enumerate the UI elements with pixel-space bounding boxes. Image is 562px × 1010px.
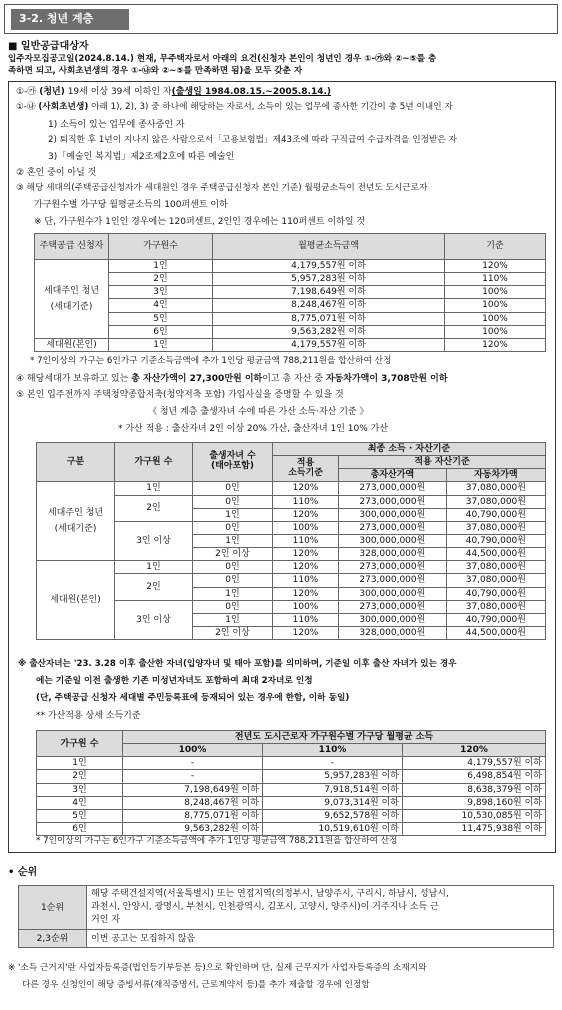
bottom-note-line-2: 다른 경우 신청인이 해당 증빙서류(재직증명서, 근로계약서 등)를 추가 제출할 경우에 인정함 [22, 980, 370, 990]
ranking-title: • 순위 [8, 867, 38, 878]
table-cell: 110% [273, 495, 339, 508]
table-cell: 37,080,000원 [446, 574, 545, 587]
table-cell: 120% [445, 260, 546, 273]
table-cell: 100% [445, 299, 546, 312]
income-detail-table [36, 730, 546, 836]
table-cell: 273,000,000원 [339, 574, 447, 587]
asset-table-group-label: 세대주인 청년 (세대기준) [37, 482, 115, 561]
table-row [37, 822, 546, 835]
table-row [37, 809, 546, 822]
table-cell: 328,000,000원 [339, 548, 447, 561]
income-table-group-label: 세대주인 청년 (세대기준) [35, 260, 109, 339]
table-cell: 1인 [193, 534, 273, 547]
table-cell: 5인 [37, 809, 123, 822]
asset-table-header-total-asset: 총자산가액 [339, 469, 447, 482]
ranking-first-label: 1순위 [19, 886, 87, 930]
income-detail-header-110: 110% [263, 744, 403, 757]
asset-table-header-members: 가구원 수 [115, 443, 193, 482]
criterion-income-line-1: ③ 해당 세대의(주택공급신청자가 세대원인 경우 주택공급신청자 본인 기준) 월평균소득이 전년도 도시근로자 [16, 183, 428, 193]
table-cell: 3인 [109, 286, 213, 299]
table-cell: 273,000,000원 [339, 495, 447, 508]
children-note-detail: ** 가산적용 상세 소득기준 [36, 711, 141, 721]
income-detail-header-120: 120% [403, 744, 546, 757]
newcomer-item-3: 3)「예술인 복지법」제2조제2호에 따른 예술인 [48, 152, 235, 162]
table-cell: - [263, 757, 403, 770]
table-cell: 3인 [37, 783, 123, 796]
table-cell: 120% [273, 587, 339, 600]
table-cell: 8,248,467원 이하 [213, 299, 445, 312]
table-cell: 4,179,557원 이하 [403, 757, 546, 770]
ranking-second-label: 2,3순위 [19, 930, 87, 948]
criterion-youth-label: (청년) [39, 87, 65, 97]
table-cell: 9,563,282원 이하 [123, 822, 263, 835]
criterion-savings: ⑤ 본인 입주전까지 주택청약종합저축(청약저축 포함) 가입사실을 증명할 수 있을 것 [16, 390, 344, 400]
criterion-youth-prefix: ①-㉮ [16, 87, 37, 97]
criterion-youth [16, 86, 331, 98]
table-cell: 9,073,314원 이하 [263, 796, 403, 809]
table-cell: 10,519,610원 이하 [263, 822, 403, 835]
table-cell: 40,790,000원 [446, 508, 545, 521]
table-cell: 9,563,282원 이하 [213, 325, 445, 338]
table-cell: 7,198,649원 이하 [123, 783, 263, 796]
table-row [35, 312, 546, 325]
table-cell: 6인 [37, 822, 123, 835]
income-detail-header-row-1 [37, 731, 546, 744]
income-table-header-applicant: 주택공급 신청자 [35, 234, 109, 260]
table-cell: 4,179,557원 이하 [213, 338, 445, 351]
table-cell: 7,198,649원 이하 [213, 286, 445, 299]
table-cell: 5,957,283원 이하 [213, 273, 445, 286]
children-note-line-2: 에는 기준일 이전 출생한 기존 미성년자녀도 포함하여 최대 2자녀로 인정 [36, 676, 313, 686]
table-cell: 37,080,000원 [446, 600, 545, 613]
table-cell: 4인 [109, 299, 213, 312]
table-row [19, 886, 554, 930]
income-table-header-members: 가구원수 [109, 234, 213, 260]
table-row [37, 757, 546, 770]
table-cell: 1인 [193, 613, 273, 626]
table-cell: 40,790,000원 [446, 613, 545, 626]
table-row [35, 325, 546, 338]
table-row [37, 796, 546, 809]
table2-caption: 《 청년 계층 출생자녀 수에 따른 가산 소득·자산 기준 》 [148, 407, 369, 417]
table-cell: 37,080,000원 [446, 521, 545, 534]
table-cell: 0인 [193, 495, 273, 508]
table-cell: 10,530,085원 이하 [403, 809, 546, 822]
table-cell: 110% [273, 534, 339, 547]
income-detail-header-main: 전년도 도시근로자 가구원수별 가구당 월평균 소득 [123, 731, 546, 744]
table-row [37, 561, 546, 574]
table-cell: 37,080,000원 [446, 561, 545, 574]
asset-table-header-car: 자동차가액 [446, 469, 545, 482]
table-cell: 40,790,000원 [446, 587, 545, 600]
asset-table-header-category: 구분 [37, 443, 115, 482]
table-cell: 2인 이상 [193, 548, 273, 561]
table-cell: 120% [273, 482, 339, 495]
table-cell: 3인 이상 [115, 521, 193, 560]
table-cell: 6,498,854원 이하 [403, 770, 546, 783]
table-cell: 6인 [109, 325, 213, 338]
table-cell: 100% [445, 312, 546, 325]
ranking-table [18, 885, 554, 948]
table-row [37, 783, 546, 796]
table-cell: 328,000,000원 [339, 626, 447, 639]
criterion-youth-text: 19세 이상 39세 이하인 자 [67, 87, 172, 97]
table-cell: 273,000,000원 [339, 561, 447, 574]
criterion-assets [16, 373, 448, 385]
criterion-assets-total: 총 자산가액이 27,300만원 이하 [131, 374, 263, 384]
table-cell: 5,957,283원 이하 [263, 770, 403, 783]
income-table-footnote: * 7인이상의 가구는 6인가구 기준소득금액에 추가 1인당 평균금액 788,211원을 합산하여 산정 [30, 356, 392, 366]
bottom-note-line-1: ※ '소득 근거지'란 사업자등록증(법인등기부등본 등)으로 확인하며 단, 실제 근무지가 사업자등록증의 소재지와 [8, 963, 427, 973]
subsection-title: ■ 일반공급대상자 [8, 41, 89, 52]
table-cell: 8,638,379원 이하 [403, 783, 546, 796]
table-row [35, 286, 546, 299]
table-cell: 1인 [109, 338, 213, 351]
table-cell: 9,898,160원 이하 [403, 796, 546, 809]
table-cell: 9,652,578원 이하 [263, 809, 403, 822]
asset-table [36, 442, 546, 640]
criterion-youth-dob: (출생일 1984.08.15.~2005.8.14.) [171, 87, 332, 97]
intro-line-2: 족하면 되고, 사회초년생의 경우 ①-㉯와 ②~⑤를 만족하면 됨)을 모두 갖춘 자 [8, 66, 303, 76]
table-cell: 120% [273, 508, 339, 521]
table-cell: 2인 [115, 574, 193, 600]
table-cell: 0인 [193, 600, 273, 613]
table-cell: 7,918,514원 이하 [263, 783, 403, 796]
criterion-newcomer-text: 아래 1), 2), 3) 중 하나에 해당하는 자로서, 소득이 있는 업무에 종사한 기간이 총 5년 이내인 자 [91, 102, 453, 112]
criterion-income-line-2: 가구원수별 가구당 월평균소득의 100퍼센트 이하 [34, 200, 228, 210]
table-cell: 2인 [115, 495, 193, 521]
table-cell: 0인 [193, 482, 273, 495]
table-cell: 100% [445, 286, 546, 299]
table-cell: 110% [273, 613, 339, 626]
section-header [4, 4, 558, 34]
table-cell: 273,000,000원 [339, 482, 447, 495]
intro-line-1: 입주자모집공고일(2024.8.14.) 현재, 무주택자로서 아래의 요건(신청자 본인이 청년인 경우 ①-㉮와 ②~⑤를 충 [8, 54, 437, 64]
table-cell: 100% [273, 600, 339, 613]
table-row [35, 299, 546, 312]
table-cell: 44,500,000원 [446, 626, 545, 639]
income-detail-footnote: * 7인이상의 가구는 6인가구 기준소득금액에 추가 1인당 평균금액 788,211원을 합산하여 산정 [36, 836, 398, 846]
table-cell: 120% [273, 561, 339, 574]
asset-table-header-assets: 적용 자산기준 [339, 456, 546, 469]
table-cell: - [123, 770, 263, 783]
table-cell: 세대원(본인) [35, 338, 109, 351]
ranking-first-text [87, 886, 554, 930]
table-cell: 1인 [109, 260, 213, 273]
income-table [34, 233, 546, 352]
income-detail-header-members: 가구원 수 [37, 731, 123, 757]
table-row [37, 770, 546, 783]
income-detail-header-100: 100% [123, 744, 263, 757]
newcomer-item-1: 1) 소득이 있는 업무에 종사중인 자 [48, 120, 185, 130]
table-cell: 300,000,000원 [339, 613, 447, 626]
table-cell: 110% [445, 273, 546, 286]
ranking-first-line-1: 해당 주택건설지역(서울특별시) 또는 연접지역(의정부시, 남양주시, 구리시, 하남시, 성남시, [91, 889, 449, 899]
asset-table-header-final: 최종 소득 · 자산기준 [273, 443, 546, 456]
asset-table-header-row-1 [37, 443, 546, 456]
table-cell: 1인 [115, 482, 193, 495]
criterion-income-note: ※ 단, 가구원수가 1인인 경우에는 120퍼센트, 2인인 경우에는 110퍼센트 이하일 것 [34, 217, 366, 227]
table-cell: 100% [273, 521, 339, 534]
table-cell: 120% [445, 338, 546, 351]
table-cell: 40,790,000원 [446, 534, 545, 547]
criterion-newcomer [16, 102, 453, 114]
table-cell: 100% [445, 325, 546, 338]
table-cell: 8,775,071원 이하 [213, 312, 445, 325]
table-cell: 300,000,000원 [339, 587, 447, 600]
table-row [35, 260, 546, 273]
table-cell: - [123, 757, 263, 770]
table-cell: 0인 [193, 561, 273, 574]
criterion-assets-prefix: ④ 해당세대가 보유하고 있는 [16, 374, 132, 384]
table-cell: 1인 [193, 508, 273, 521]
criterion-unmarried: ② 혼인 중이 아닐 것 [16, 168, 97, 178]
table-cell: 8,248,467원 이하 [123, 796, 263, 809]
table-cell: 4,179,557원 이하 [213, 260, 445, 273]
income-table-header-standard: 기준 [445, 234, 546, 260]
table-cell: 1인 [193, 587, 273, 600]
table-cell: 2인 이상 [193, 626, 273, 639]
table-cell: 273,000,000원 [339, 600, 447, 613]
table-cell: 5인 [109, 312, 213, 325]
newcomer-item-2: 2) 퇴직한 후 1년이 지나지 않은 사람으로서「고용보험법」제43조에 따라 구직급여 수급자격을 인정받은 자 [48, 135, 457, 145]
asset-table-group-label: 세대원(본인) [37, 561, 115, 640]
criterion-assets-car: 자동차가액이 3,708만원 이하 [325, 374, 448, 384]
table-cell: 2인 [37, 770, 123, 783]
table2-subcaption: * 가산 적용 : 출산자녀 2인 이상 20% 가산, 출산자녀 1인 10% 가산 [118, 424, 389, 434]
table-cell: 300,000,000원 [339, 508, 447, 521]
table-cell: 1인 [115, 561, 193, 574]
table-cell: 110% [273, 574, 339, 587]
table-cell: 37,080,000원 [446, 482, 545, 495]
table-cell: 3인 이상 [115, 600, 193, 639]
table-cell: 120% [273, 548, 339, 561]
criterion-assets-mid: 이고 총 자산 중 [262, 374, 326, 384]
children-note-line-3: (단, 주택공급 신청자 세대별 주민등록표에 등재되어 있는 경우에 한함, 이하 동일) [36, 693, 350, 703]
ranking-second-text: 이번 공고는 모집하지 않음 [87, 930, 554, 948]
ranking-first-line-3: 거인 자 [91, 915, 120, 926]
table-cell: 0인 [193, 521, 273, 534]
income-table-header-income: 월평균소득금액 [213, 234, 445, 260]
table-row [35, 273, 546, 286]
table-cell: 4인 [37, 796, 123, 809]
table-cell: 120% [273, 626, 339, 639]
criterion-newcomer-prefix: ①-㉯ [16, 102, 36, 112]
section-title: 3-2. 청년 계층 [11, 9, 129, 30]
table-cell: 8,775,071원 이하 [123, 809, 263, 822]
table-row [35, 338, 546, 351]
asset-table-header-children: 출생자녀 수 (태아포함) [193, 443, 273, 482]
table-cell: 11,475,938원 이하 [403, 822, 546, 835]
ranking-first-line-2: 과천시, 안양시, 광명시, 부천시, 인천광역시, 김포시, 고양시, 양주시)이 거주지나 소득 근 [91, 902, 439, 913]
children-note-line-1: ※ 출산자녀는 '23. 3.28 이후 출산한 자녀(입양자녀 및 태아 포함)를 의미하며, 기준일 이후 출산 자녀가 있는 경우 [18, 659, 457, 669]
criterion-newcomer-label: (사회초년생) [38, 102, 89, 112]
table-row [19, 930, 554, 948]
table-cell: 273,000,000원 [339, 521, 447, 534]
table-row [37, 482, 546, 495]
table-cell: 2인 [109, 273, 213, 286]
asset-table-header-income: 적용 소득기준 [273, 456, 339, 482]
table-cell: 300,000,000원 [339, 534, 447, 547]
table-cell: 37,080,000원 [446, 495, 545, 508]
table-cell: 1인 [37, 757, 123, 770]
income-table-header [35, 234, 546, 260]
table-cell: 0인 [193, 574, 273, 587]
table-cell: 44,500,000원 [446, 548, 545, 561]
